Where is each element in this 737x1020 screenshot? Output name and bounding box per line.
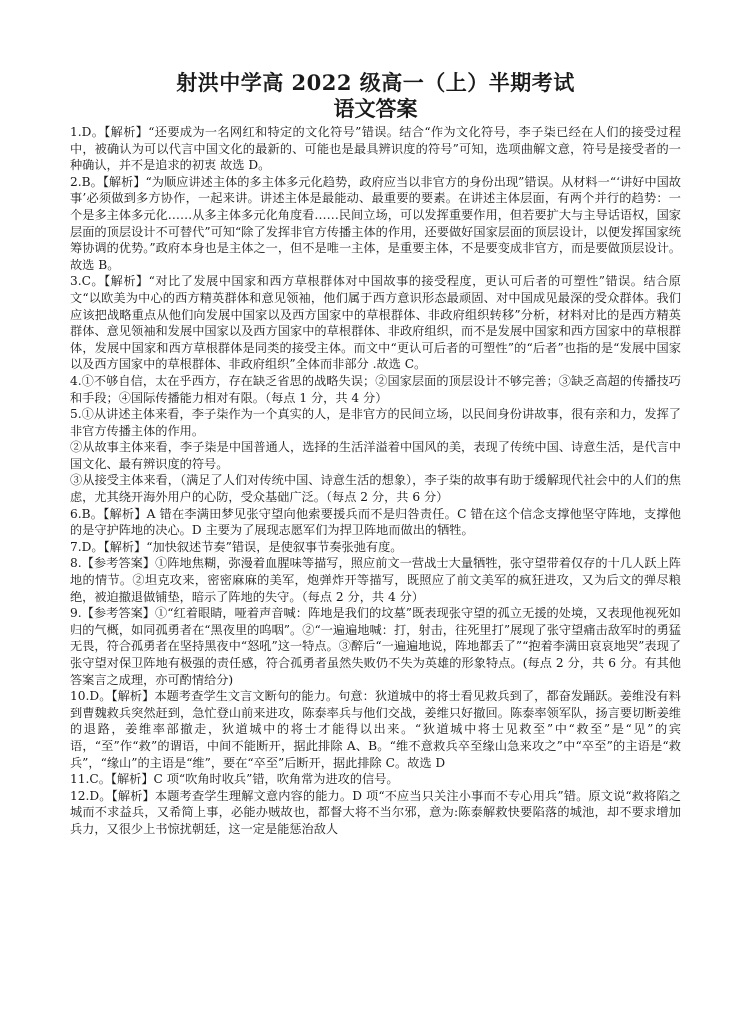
answer-item [70, 688, 681, 771]
answer-paragraph: ②从故事主体来看，李子柒是中国普通人，选择的生活洋溢着中国风的美，表现了传统中国、诗意生活，是代言中国文化、最有辨识度的符号。 [70, 440, 681, 471]
answer-paragraph: 8.【参考答案】①阵地焦糊，弥漫着血腥味等描写，照应前文一营战士大量牺牲，张守望带着仅存的十几人跃上阵地的情节。②坦克攻来，密密麻麻的美军，炮弹炸开等描写，既照应了前文美军的疯狂进攻，又为后文的弹尽粮绝，被迫撤退做铺垫，暗示了阵地的失守。（每点 2 分，共 4 分） [70, 556, 681, 604]
answer-paragraph: 5.①从讲述主体来看，李子柒作为一个真实的人，是非官方的民间立场，以民间身份讲故事，很有亲和力，发挥了非官方传播主体的作用。 [70, 407, 681, 438]
answer-paragraph: 2.B。【解析】“为顺应讲述主体的多主体多元化趋势，政府应当以非官方的身份出现”错误。从材料一“‘讲好中国故事’必须做到多方协作，一起来讲。讲述主体是最能动、最重要的要素。在讲述主体层面，有两个并行的趋势：一个是多主体多元化……从多主体多元化角度看……民间立场，可以发挥重要作用，但若要扩大与主导话语权，国家层面的顶层设计不可替代”可知“除了发挥非官方传播主体的作用，还要做好国家层面的顶层设计，以便发挥国家统筹协调的优势。”政府本身也是主体之一，但不是唯一主体，是重要主体，不是要变成非官方，而是要做顶层设计。故选 B。 [70, 174, 681, 272]
answer-list [70, 124, 681, 838]
answer-paragraph: 9.【参考答案】①“红着眼睛，哑着声音喊：阵地是我们的坟墓”既表现张守望的孤立无援的处境，又表现他视死如归的气概，如同孤勇者在“黑夜里的呜咽”。②“一遍遍地喊：打，射击，往死里打”展现了张守望痛击敌军时的勇猛无畏，符合孤勇者在坚持黑夜中“怒吼”这一特点。③醉后“一遍遍地说，阵地都丢了”“抱着李满田哀哀地哭”表现了张守望对保卫阵地有极强的责任感，符合孤勇者虽然失败仍不失为英雄的形象特点。(每点 2 分，共 6 分。有其他答案言之成理，亦可酌情给分) [70, 606, 681, 687]
answer-item [70, 539, 681, 556]
answer-item [70, 771, 681, 788]
answer-paragraph: 3.C。【解析】“对比了发展中国家和西方草根群体对中国故事的接受程度，更认可后者的可塑性”错误。结合原文“以欧美为中心的西方精英群体和意见领袖，他们属于西方意识形态最顽固、对中国成见最深的受众群体。我们应该把战略重点从他们向发展中国家以及西方国家中的草根群体、非政府组织转移”分析，材料对比的是西方精英群体、意见领袖和发展中国家以及西方国家中的草根群体、非政府组织，而不是发展中国家和西方国家中的草根群体，发展中国家和西方草根群体是同类的接受主体。而文中“更认可后者的可塑性”的“后者”也指的是“发展中国家以及西方国家中的草根群体、非政府组织”全体而非部分 .故选 C。 [70, 274, 681, 372]
answer-item [70, 373, 681, 406]
answer-item [70, 124, 681, 174]
answer-paragraph: 1.D。【解析】“还要成为一名网红和特定的文化符号”错误。结合“作为文化符号，李子柒已经在人们的接受过程中，被确认为可以代言中国文化的最新的、可能也是最具辨识度的符号”可知，选项曲解文意，符号是接受者的一种确认，并不是追求的初衷 故选 D。 [70, 125, 681, 173]
answer-paragraph: 4.①不够自信，太在乎西方，存在缺乏省思的战略失误；②国家层面的顶层设计不够完善；③缺乏高超的传播技巧和手段；④国际传播能力相对有限。（每点 1 分，共 4 分） [70, 373, 681, 405]
answer-paragraph: ③从接受主体来看，（满足了人们对传统中国、诗意生活的想象），李子柒的故事有助于缓解现代社会中的人们的焦虑，尤其绕开海外用户的心防，受众基础广泛。（每点 2 分，共 6 分） [70, 473, 681, 505]
answer-item [70, 788, 681, 838]
answer-paragraph: 7.D。【解析】“加快叙述节奏”错误，是使叙事节奏张弛有度。 [70, 539, 403, 554]
answer-item [70, 605, 681, 688]
answer-item [70, 174, 681, 274]
answer-paragraph: 11.C。【解析】C 项“吹角时收兵”错，吹角常为进攻的信号。 [70, 772, 399, 787]
answer-item [70, 406, 681, 506]
answer-paragraph: 6.B。【解析】A 错在李满田梦见张守望向他索要援兵而不是归咎责任。C 错在这个信念支撑他坚守阵地，支撑他的是守护阵地的决心。D 主要为了展现志愿军们为捍卫阵地而做出的牺牲。 [70, 506, 681, 538]
answer-item [70, 273, 681, 373]
document-subtitle: 语文答案 [333, 96, 418, 121]
answer-paragraph: 10.D。【解析】本题考查学生文言文断句的能力。句意：狄道城中的将士看见救兵到了，都奋发踊跃。姜维没有料到曹魏救兵突然赶到，急忙登山前来进攻，陈泰率兵与他们交战，姜维只好撤回。陈泰率领军队，扬言要切断姜维的退路，姜维率部撤走，狄道城中的将士才能得以出来。“狄道城中将士见救至”中“救至”是“见”的宾语，“至”作“救”的谓语，中间不能断开，据此排除 A、B。“维不意救兵卒至缘山急来攻之”中“卒至”的主语是“救兵”，“缘山”的主语是“维”，要在“卒至”后断开，据此排除 C。故选 D [70, 689, 681, 770]
answer-item [70, 506, 681, 539]
document-title: 射洪中学高 2022 级高一（上）半期考试 [176, 70, 575, 95]
answer-item [70, 555, 681, 605]
answer-paragraph: 12.D。【解析】本题考查学生理解文意内容的能力。D 项“不应当只关注小事而不专心用兵”错。原文说“救将陷之城而不求益兵，又希简上事，必能办贼故也，都督大将不当尔邪，意为:陈泰解救快要陷落的城池，却不要求增加兵力，又很少上书惊扰朝廷，这一定是能惩治敌人 [70, 788, 681, 836]
